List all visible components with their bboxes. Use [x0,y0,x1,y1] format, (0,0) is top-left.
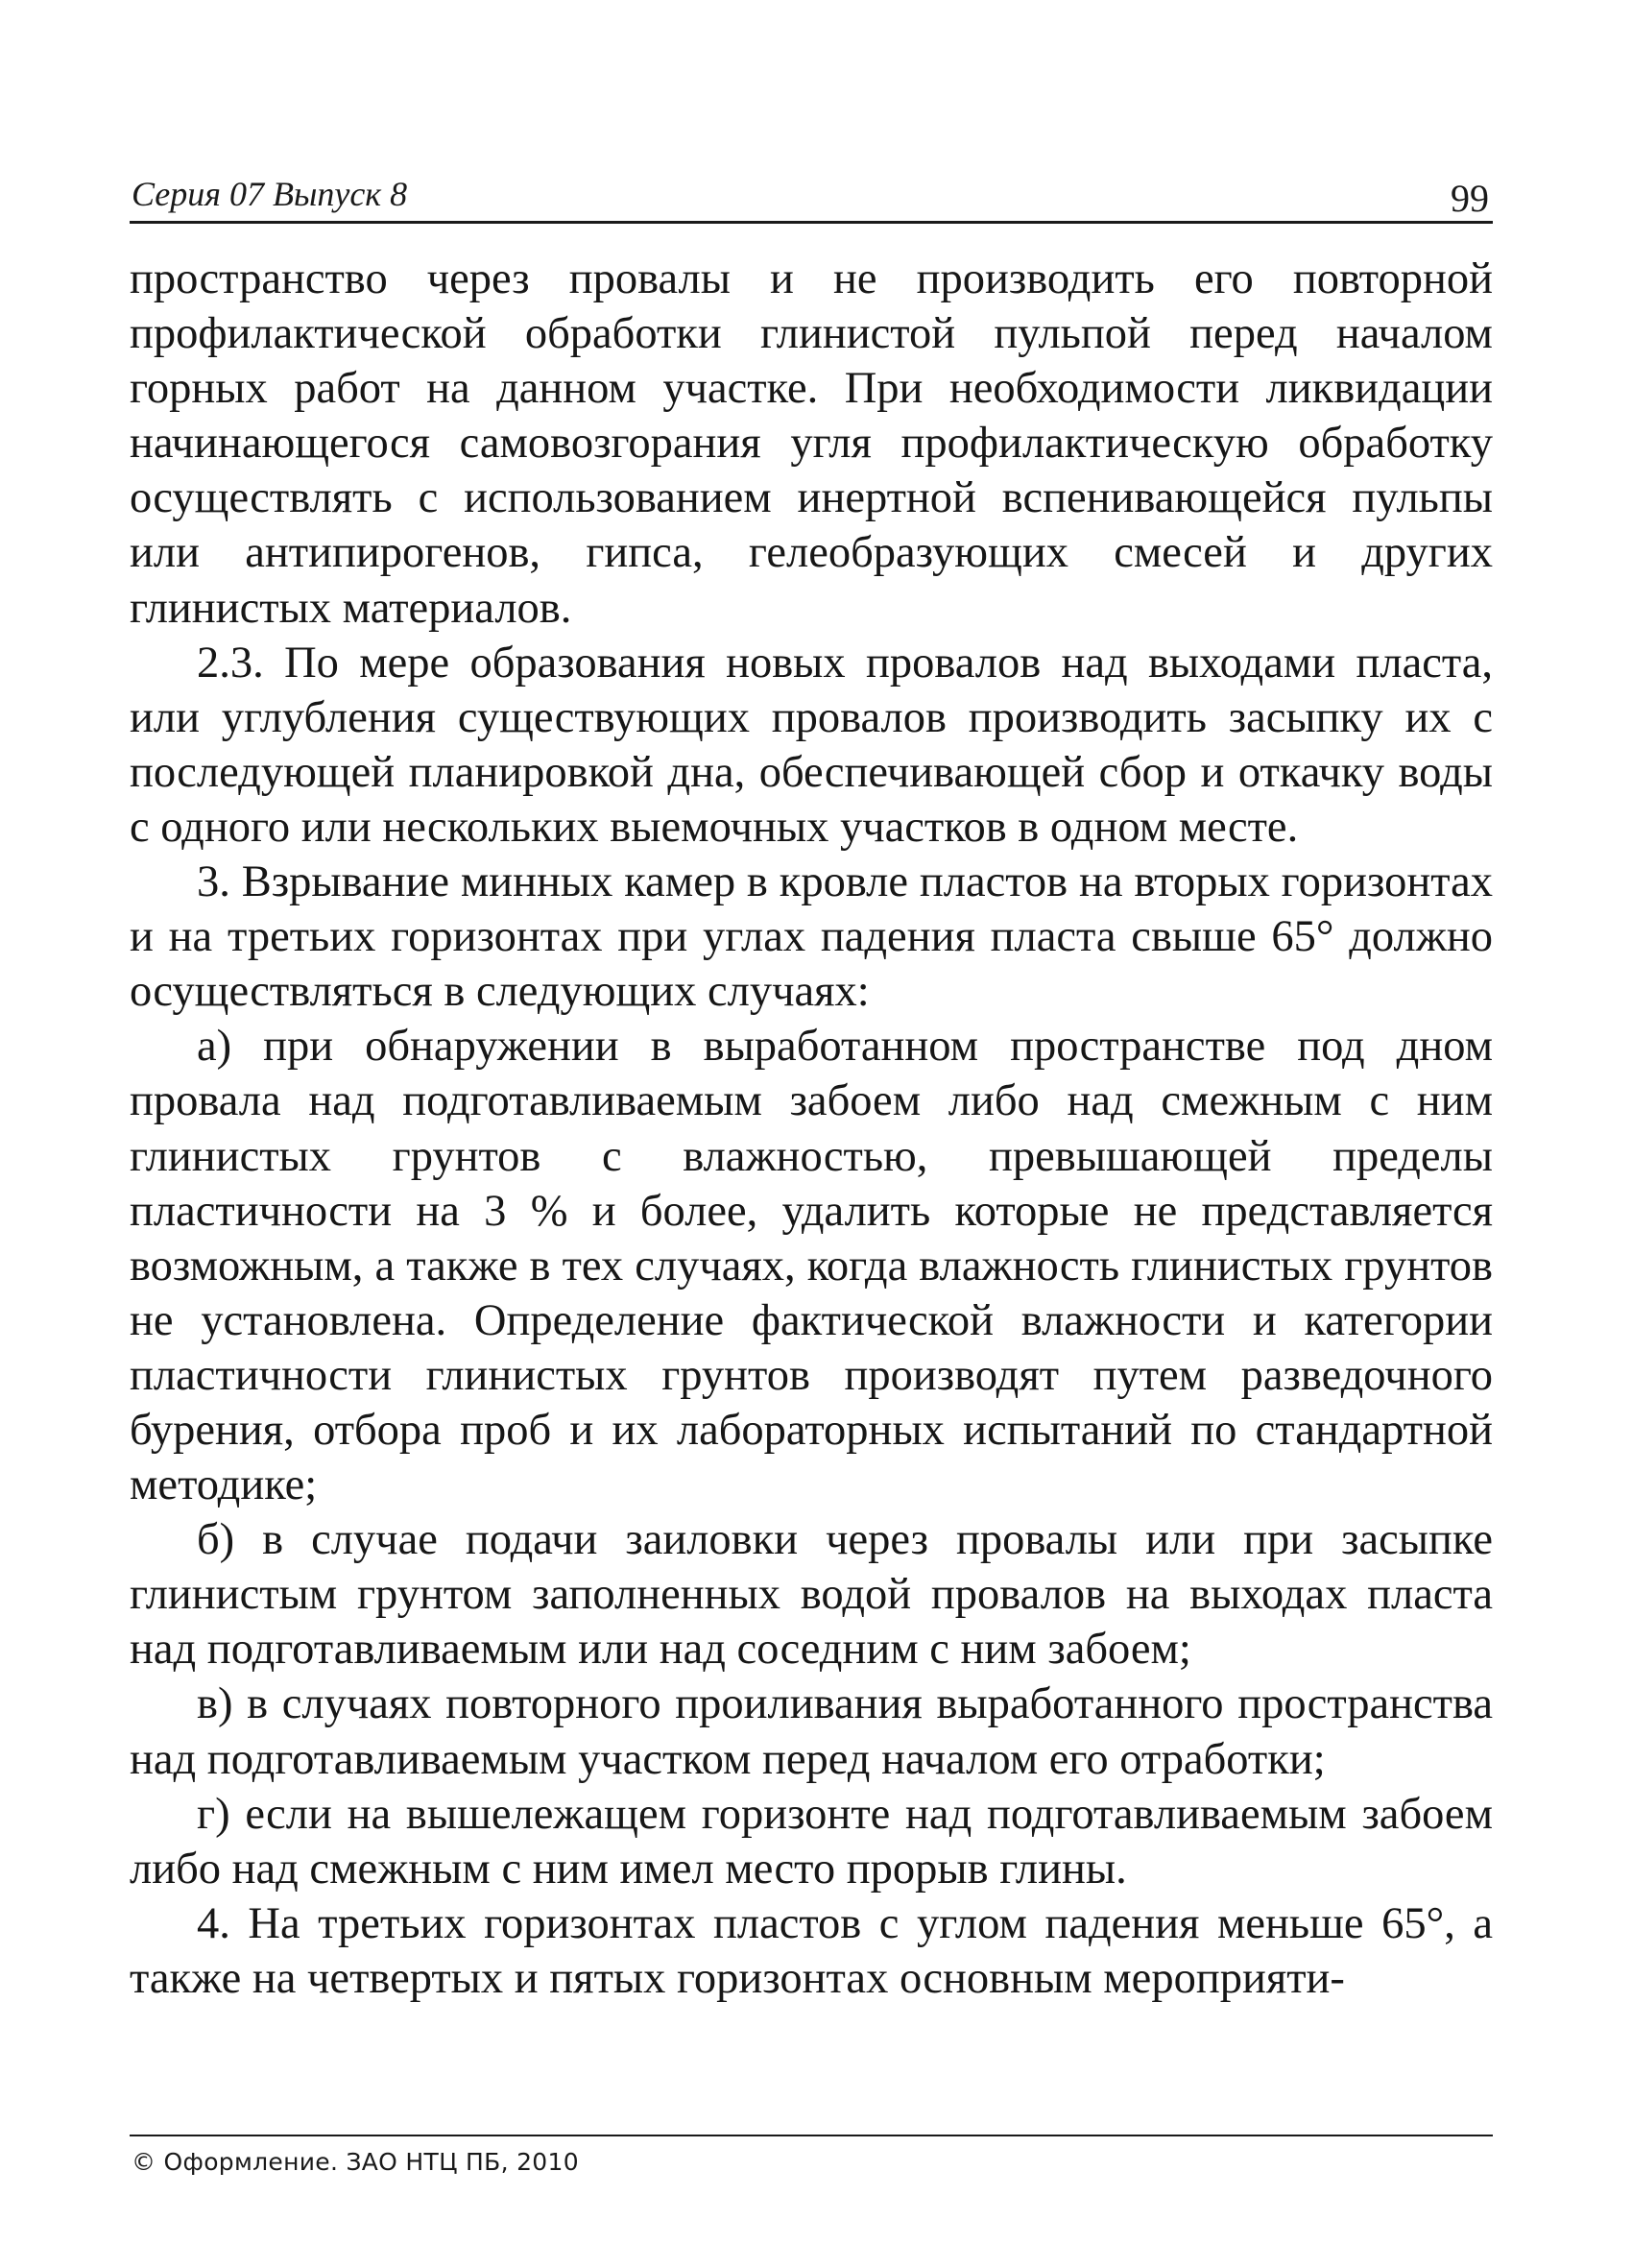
paragraph-3-b: б) в случае подачи заиловки через провалы или при засыпке глинистым грунтом заполненных водой провалов на выходах пласта над подготавливаемым или над соседним с ним забоем; [130,1515,1493,1675]
footer-copyright: © Оформление. ЗАО НТЦ ПБ, 2010 [132,2148,579,2176]
footer-divider [130,2135,1493,2136]
series-issue-label: Серия 07 Выпуск 8 [132,175,408,213]
paragraph-3-v: в) в случаях повторного проиливания выработанного пространства над подготавливаемым участком перед началом его отработки; [130,1679,1493,1784]
running-header [130,173,1493,224]
paragraph-3-g: г) если на вышележащем горизонте над подготавливаемым забоем либо над смежным с ним имел место прорыв глины. [130,1789,1493,1894]
page-number: 99 [1451,177,1489,220]
paragraph-3-a: а) при обнаружении в выработанном пространстве под дном провала над подготавливаемым забоем либо над смежным с ним глинистых грунтов с влажностью, превышающей пределы пластичности на 3 % и более, удалить которые не представляется возможным, а также в тех случаях, когда влажность глинистых грунтов не установлена. Определение фактической влажности и категории пластичности глинистых грунтов производят путем разведочного бурения, отбора проб и их лабораторных испытаний по стандартной методике; [130,1022,1493,1510]
paragraph-4: 4. На третьих горизонтах пластов с углом падения меньше 65°, а также на четвертых и пятых горизонтах основным мероприяти- [130,1898,1493,2003]
body-text [130,252,1493,2006]
paragraph-2-3: 2.3. По мере образования новых провалов над выходами пласта, или углубления существующих провалов производить засыпку их с последующей планировкой дна, обеспечивающей сбор и откачку воды с одного или нескольких выемочных участков в одном месте. [130,638,1493,852]
paragraph-continuation: пространство через провалы и не производить его повторной профилактической обработки глинистой пульпой перед началом горных работ на данном участке. При необходимости ликвидации начинающегося самовозгорания угля профилактическую обработку осуществлять с использованием инертной вспенивающейся пульпы или антипирогенов, гипса, гелеобразующих смесей и других глинистых материалов. [130,254,1493,633]
paragraph-3: 3. Взрывание минных камер в кровле пластов на вторых горизонтах и на третьих горизонтах при углах падения пласта свыше 65° должно осуществляться в следующих случаях: [130,857,1493,1017]
